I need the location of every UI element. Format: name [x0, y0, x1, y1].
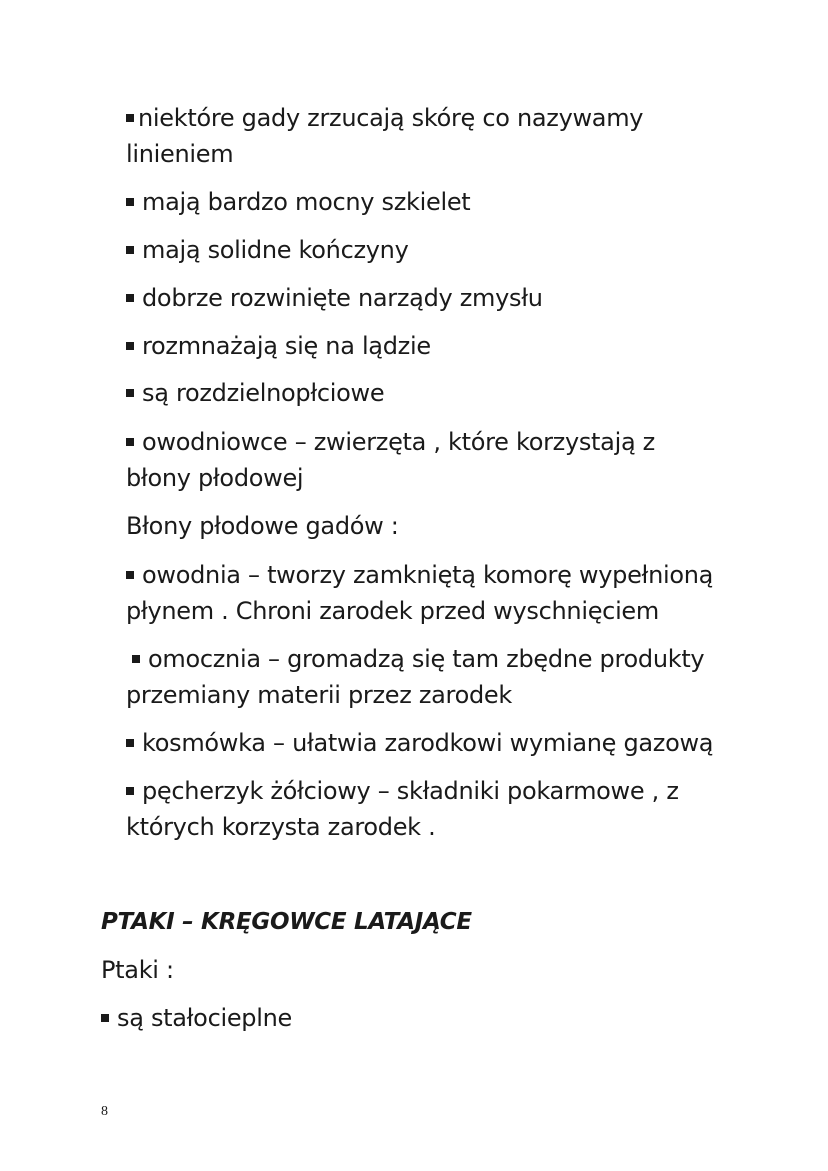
list-item — [126, 424, 655, 460]
bullet-icon — [126, 114, 134, 122]
birds-intro: Ptaki : — [101, 956, 174, 984]
list-item-text: kosmówka – ułatwia zarodkowi wymianę gazową — [142, 729, 714, 757]
list-item-continuation: płynem . Chroni zarodek przed wyschnięciem — [126, 597, 659, 625]
list-item-text: owodniowce – zwierzęta , które korzystają z — [142, 428, 655, 456]
list-item — [126, 328, 431, 364]
list-item-text: dobrze rozwinięte narządy zmysłu — [142, 284, 543, 312]
list-item-text: mają solidne kończyny — [142, 236, 409, 264]
bullet-icon — [126, 246, 134, 254]
bullet-icon — [126, 342, 134, 350]
bullet-icon — [132, 655, 140, 663]
bullet-icon — [126, 294, 134, 302]
bullet-icon — [101, 1014, 109, 1022]
list-item-text: omocznia – gromadzą się tam zbędne produkty — [148, 645, 705, 673]
list-item-text: są stałocieplne — [117, 1004, 292, 1032]
list-item — [126, 375, 384, 411]
bullet-icon — [126, 198, 134, 206]
list-item — [132, 641, 704, 677]
section-heading: PTAKI – KRĘGOWCE LATAJĄCE — [101, 909, 472, 935]
list-item — [126, 725, 713, 761]
list-item — [126, 557, 713, 593]
bullet-icon — [126, 787, 134, 795]
list-item-continuation: których korzysta zarodek . — [126, 813, 436, 841]
list-item-continuation: linieniem — [126, 140, 234, 168]
list-item-continuation: błony płodowej — [126, 464, 304, 492]
bullet-icon — [126, 739, 134, 747]
bullet-icon — [126, 571, 134, 579]
list-item-text: pęcherzyk żółciowy – składniki pokarmowe , z — [142, 777, 679, 805]
list-item — [126, 773, 679, 809]
list-item — [126, 184, 470, 220]
bullet-icon — [126, 389, 134, 397]
list-item-text: niektóre gady zrzucają skórę co nazywamy — [138, 104, 644, 132]
list-item-continuation: przemiany materii przez zarodek — [126, 681, 512, 709]
list-item-text: są rozdzielnopłciowe — [142, 379, 385, 407]
list-item — [126, 232, 409, 268]
list-item — [101, 1000, 292, 1036]
membranes-intro: Błony płodowe gadów : — [126, 512, 399, 540]
list-item — [126, 100, 643, 136]
list-item-text: rozmnażają się na lądzie — [142, 332, 431, 360]
bullet-icon — [126, 438, 134, 446]
list-item-text: mają bardzo mocny szkielet — [142, 188, 471, 216]
list-item — [126, 280, 543, 316]
page-number: 8 — [101, 1104, 108, 1119]
list-item-text: owodnia – tworzy zamkniętą komorę wypełnioną — [142, 561, 714, 589]
